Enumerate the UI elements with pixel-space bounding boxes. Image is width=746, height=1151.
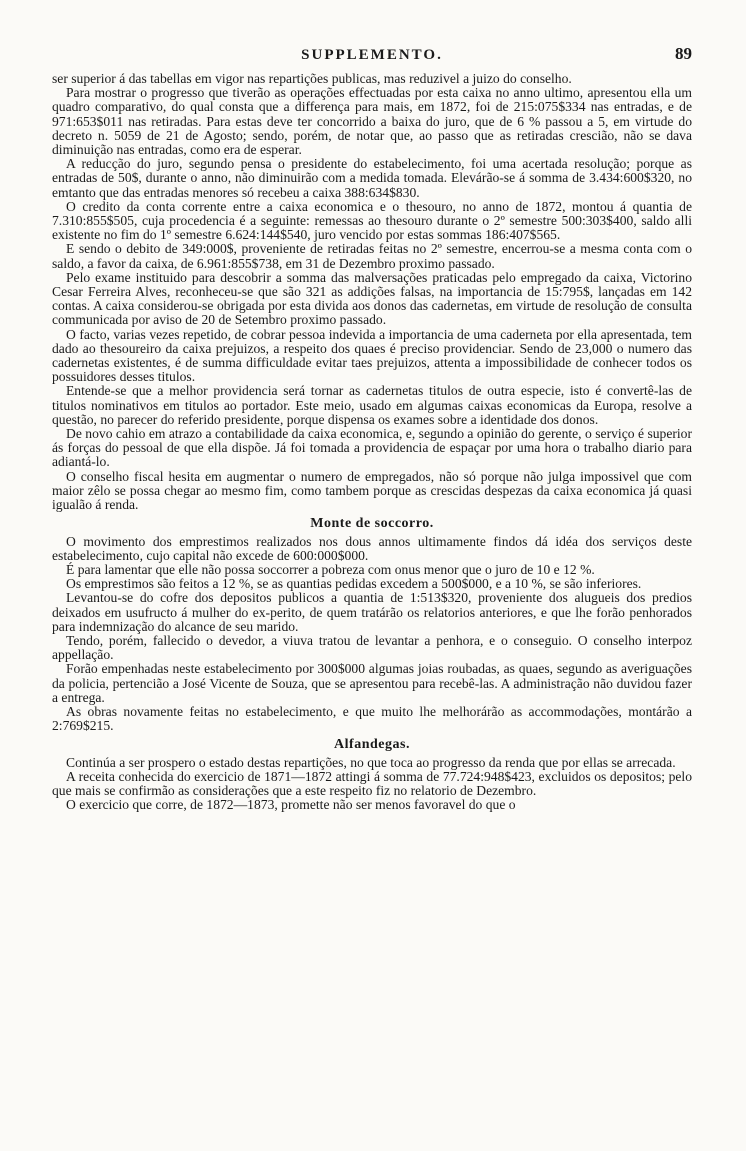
document-page	[52, 38, 692, 1138]
paragraph: A reducção do juro, segundo pensa o presidente do estabelecimento, foi uma acertada resolução; porque as entradas de 50$, durante o anno, não diminuirão com a medida tomada. Elevárão-se á somma de 3.434:600$320, no emtanto que das entradas menores só recebeu a caixa 388:634$830.	[52, 156, 692, 200]
paragraph: Entende-se que a melhor providencia será tornar as cadernetas titulos de outra especie, isto é convertê-las de titulos nominativos em titulos ao portador. Este meio, usado em algumas caixas economicas da Europa, resolve a questão, no parecer do referido presidente, porque dispensa os exames sobre a identidade dos donos.	[52, 383, 692, 427]
paragraph: Pelo exame instituido para descobrir a somma das malversações praticadas pelo empregado da caixa, Victorino Cesar Ferreira Alves, reconheceu-se que são 321 as addições falsas, na importancia de 15:795$, lançadas em 142 contas. A caixa considerou-se obrigada por esta divida aos donos das cadernetas, em virtude de resolução de consulta communicada por aviso de 20 de Setembro proximo passado.	[52, 269, 692, 328]
section-heading: Alfandegas.	[334, 737, 410, 753]
paragraph: O facto, varias vezes repetido, de cobrar pessoa indevida a importancia de uma caderneta por ella apresentada, tem dado ao thesoureiro da caixa prejuizos, a respeito dos quaes é preciso providenciar. Sendo de 23,000 o numero das cadernetas existentes, é de summa difficuldade evitar taes prejuizos, attenta a impossibilidade de conhecer todos os possuidores desses titulos.	[52, 326, 692, 385]
paragraph: As obras novamente feitas no estabelecimento, e que muito lhe melhorárão as accommodações, montárão a 2:769$215.	[52, 703, 692, 734]
paragraph: Levantou-se do cofre dos depositos publicos a quantia de 1:513$320, proveniente dos alugueis dos predios deixados em usufructo á mulher do ex-perito, de quem tratárão os relatorios anteriores, e que lhe forão penhorados para indemnização do alcance de seu marido.	[52, 590, 692, 634]
paragraph: Os emprestimos são feitos a 12 %, se as quantias pedidas excedem a 500$000, e a 10 %, se são inferiores.	[66, 576, 642, 592]
paragraph: O exercicio que corre, de 1872—1873, promette não ser menos favoravel do que o	[66, 797, 516, 813]
section-heading: Monte de soccorro.	[310, 516, 434, 532]
paragraph: O credito da conta corrente entre a caixa economica e o thesouro, no anno de 1872, montou á quantia de 7.310:855$505, cuja procedencia é a seguinte: remessas ao thesouro durante o 2º semestre 500:303$400, saldo alli existente no fim do 1º semestre 6.624:144$540, juro vencido por estas sommas 186:407$565.	[52, 198, 692, 243]
page-number: 89	[675, 44, 692, 63]
section-alfandegas	[52, 738, 692, 812]
page-header	[52, 38, 692, 72]
section-monte-de-soccorro	[52, 517, 692, 733]
paragraph: E sendo o debito de 349:000$, proveniente de retiradas feitas no 2º semestre, encerrou-se a mesma conta com o saldo, a favor da caixa, de 6.961:855$738, em 31 de Dezembro proximo passado.	[52, 241, 692, 271]
paragraph: É para lamentar que elle não possa soccorrer a pobreza com onus menor que o juro de 10 e 12 %.	[66, 561, 595, 577]
paragraph: A receita conhecida do exercicio de 1871—1872 attingi á somma de 77.724:948$423, excluidos os depositos; pelo que mais se confirmão as considerações que a este respeito fiz no relatorio de Dezembro.	[52, 768, 692, 798]
paragraph: O conselho fiscal hesita em augmentar o numero de empregados, não só porque não julga impossivel que com maior zêlo se possa chegar ao mesmo fim, como tambem porque as crescidas despezas da caixa economica já quasi igualão á renda.	[52, 468, 692, 513]
paragraph: De novo cahio em atrazo a contabilidade da caixa economica, e, segundo a opinião do gerente, o serviço é superior ás forças do pessoal de que ella dispõe. Já foi tomada a providencia de espaçar por uma hora o trabalho diario para adiantá-lo.	[52, 426, 692, 470]
section-caixa-economica	[52, 72, 692, 512]
paragraph: ser superior á das tabellas em vigor nas repartições publicas, mas reduzivel a juizo do conselho.	[52, 71, 572, 86]
paragraph: O movimento dos emprestimos realizados nos dous annos ultimamente findos dá idéa dos serviços deste estabelecimento, cujo capital não excede de 600:000$000.	[52, 533, 692, 563]
paragraph: Forão empenhadas neste estabelecimento por 300$000 algumas joias roubadas, as quaes, segundo as averiguações da policia, pertencião a José Vicente de Souza, que se apresentou para recebê-las. A administração não duvidou fazer a entrega.	[52, 661, 692, 705]
paragraph: Tendo, porém, fallecido o devedor, a viuva tratou de levantar a penhora, e o conseguio. O conselho interpoz appellação.	[52, 632, 692, 663]
running-title: SUPPLEMENTO.	[301, 47, 443, 63]
paragraph: Para mostrar o progresso que tiverão as operações effectuadas por esta caixa no anno ultimo, apresentou ella um quadro comparativo, do qual consta que a differença para mais, em 1872, foi de 215:075$334 nas entradas, e de 971:653$011 nas retiradas. Para estas deve ter concorrido a baixa do juro, que de 6 % passou a 5, em virtude do decreto n. 5059 de 21 de Agosto; sendo, porém, de notar que, ao passo que as retiradas crescião, não se dava diminuição nas entradas, como era de esperar.	[52, 85, 692, 158]
paragraph: Continúa a ser prospero o estado destas repartições, no que toca ao progresso da renda que por ellas se arrecada.	[66, 754, 676, 770]
